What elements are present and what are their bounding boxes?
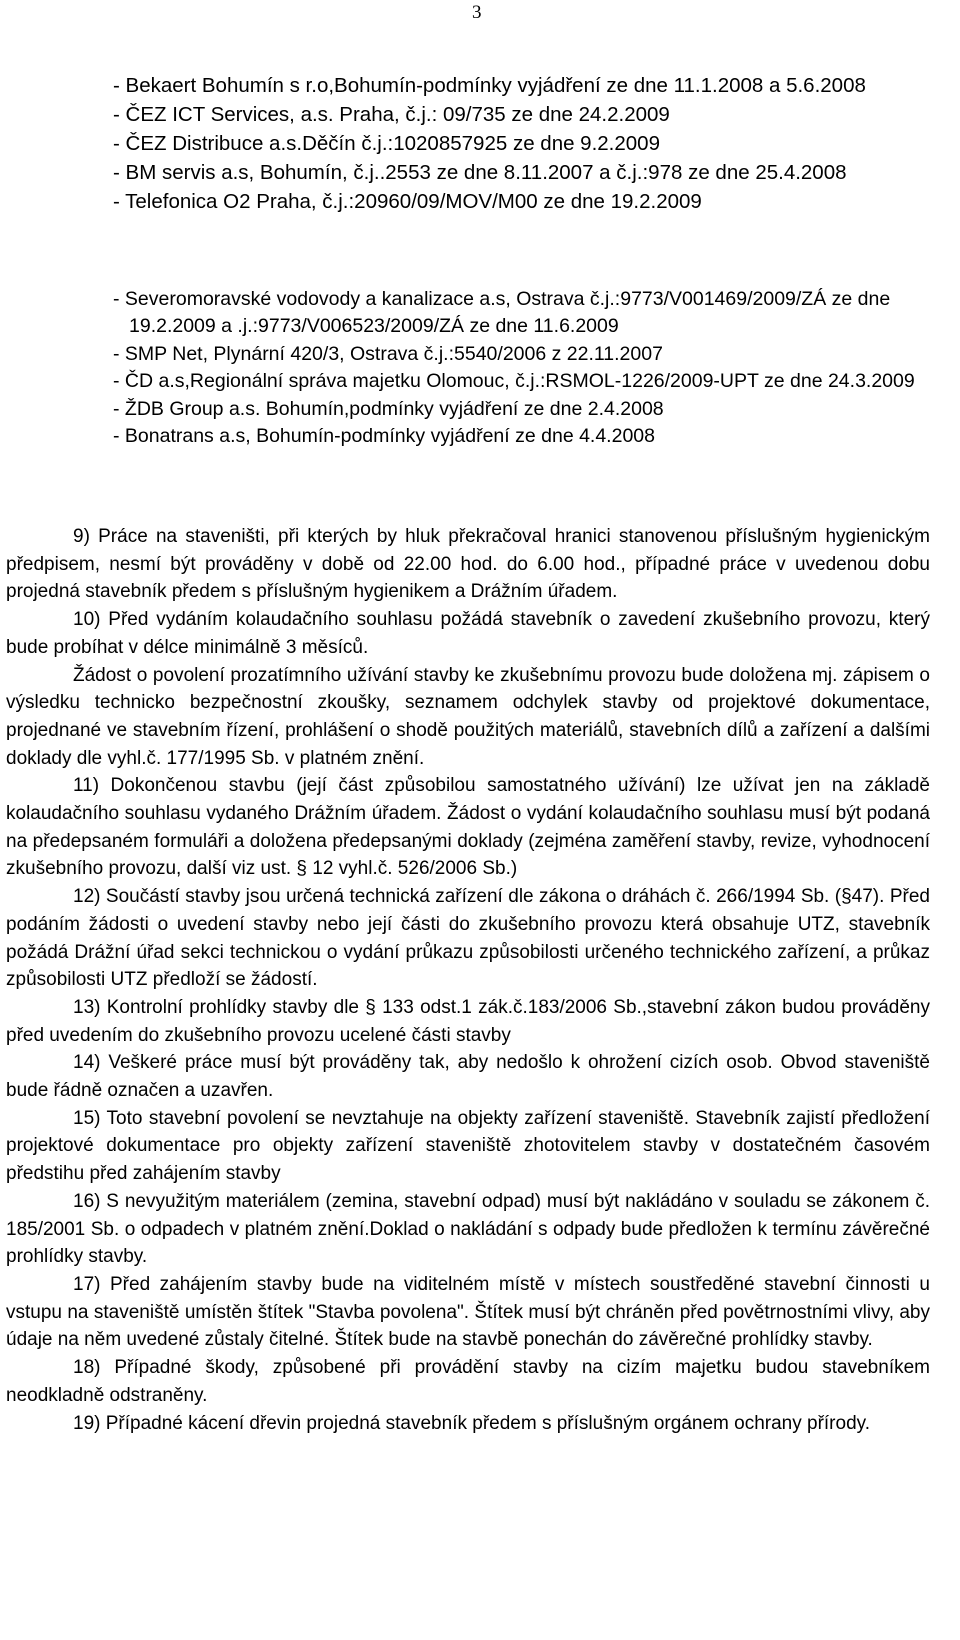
paragraph: 9) Práce na staveništi, při kterých by hluk překračoval hranici stanovenou příslušným hygienickým předpisem, nesmí být prováděny v době od 22.00 hod. do 6.00 hod., případné práce v uvedenou dobu projedná stavebník předem s příslušným hygienikem a Drážním úřadem.: [6, 526, 930, 603]
paragraph: 18) Případné škody, způsobené při provádění stavby na cizím majetku budou stavebníkem neodkladně odstraněny.: [6, 1357, 930, 1406]
list-item: - Severomoravské vodovody a kanalizace a.s, Ostrava č.j.:9773/V001469/2009/ZÁ ze dne 19.2.2009 a .j.:9773/V006523/2009/ZÁ ze dne 11.6.2009: [113, 288, 891, 338]
list-item: - ČEZ Distribuce a.s.Děčín č.j.:1020857925 ze dne 9.2.2009: [113, 132, 660, 155]
conditions-body: [6, 523, 930, 1437]
paragraph: 14) Veškeré práce musí být prováděny tak, aby nedošlo k ohrožení cizích osob. Obvod staveniště bude řádně označen a uzavřen.: [6, 1052, 930, 1102]
paragraph: 16) S nevyužitým materiálem (zemina, stavební odpad) musí být nakládáno v souladu se zákonem č. 185/2001 Sb. o odpadech v platném znění.Doklad o nakládání s odpady bude předložen k termínu závěrečné prohlídky stavby.: [6, 1190, 930, 1268]
list-item: - SMP Net, Plynární 420/3, Ostrava č.j.:5540/2006 z 22.11.2007: [113, 342, 663, 365]
list-item: - BM servis a.s, Bohumín, č.j..2553 ze dne 8.11.2007 a č.j.:978 ze dne 25.4.2008: [113, 161, 847, 184]
list-item: - ČEZ ICT Services, a.s. Praha, č.j.: 09/735 ze dne 24.2.2009: [113, 103, 670, 126]
paragraph: Žádost o povolení prozatímního užívání stavby ke zkušebnímu provozu bude doložena mj. zápisem o výsledku technicko bezpečnostní zkoušky, seznamem odchylek stavby od projektové dokumentace, projednané ve stavebním řízení, prohlášení o shodě použitých materiálů, stavebních dílů a zařízení a dalšími doklady dle vyhl.č. 177/1995 Sb. v platném znění.: [6, 664, 930, 769]
approvals-list-1: [113, 71, 928, 216]
approvals-list-2: [113, 286, 928, 450]
paragraph: 15) Toto stavební povolení se nevztahuje na objekty zařízení staveniště. Stavebník zajistí předložení projektové dokumentace pro objekty zařízení staveniště zhotovitelem stavby v dostatečném časovém předstihu před zahájením stavby: [6, 1107, 930, 1185]
paragraph: 13) Kontrolní prohlídky stavby dle § 133 odst.1 zák.č.183/2006 Sb.,stavební zákon budou prováděny před uvedením do zkušebního provozu ucelené části stavby: [6, 996, 930, 1046]
list-item: - Bekaert Bohumín s r.o,Bohumín-podmínky vyjádření ze dne 11.1.2008 a 5.6.2008: [113, 74, 866, 97]
paragraph: 11) Dokončenou stavbu (její část způsobilou samostatného užívání) lze užívat jen na základě kolaudačního souhlasu vydaného Drážním úřadem. Žádost o vydání kolaudačního souhlasu musí být podaná na předepsaném formuláři a doložena předepsanými doklady (zejména zaměření stavby, revize, vyhodnocení zkušebního provozu, další viz ust. § 12 vyhl.č. 526/2006 Sb.): [6, 775, 930, 880]
paragraph: 12) Součástí stavby jsou určená technická zařízení dle zákona o dráhách č. 266/1994 Sb. (§47). Před podáním žádosti o uvedení stavby nebo její části do zkušebního provozu která obsahuje UTZ, stavebník požádá Drážní úřad sekci technickou o vydání průkazu způsobilosti určeného technického zařízení, a průkaz způsobilosti UTZ předloží se žádostí.: [6, 886, 930, 991]
paragraph: 10) Před vydáním kolaudačního souhlasu požádá stavebník o zavedení zkušebního provozu, který bude probíhat v délce minimálně 3 měsíců.: [6, 609, 930, 658]
page-number: 3: [472, 2, 482, 23]
paragraph: 19) Případné kácení dřevin projedná stavebník předem s příslušným orgánem ochrany přírody.: [73, 1412, 871, 1434]
paragraph: 17) Před zahájením stavby bude na viditelném místě v místech soustředěné stavební činnosti u vstupu na staveniště umístěn štítek "Stavba povolena". Štítek musí být chráněn před povětrnostními vlivy, aby údaje na něm uvedené zůstaly čitelné. Štítek bude na stavbě ponechán do závěrečné prohlídky stavby.: [6, 1273, 930, 1351]
list-item: - ŽDB Group a.s. Bohumín,podmínky vyjádření ze dne 2.4.2008: [113, 397, 664, 420]
list-item: - Bonatrans a.s, Bohumín-podmínky vyjádření ze dne 4.4.2008: [113, 425, 655, 448]
list-item: - ČD a.s,Regionální správa majetku Olomouc, č.j.:RSMOL-1226/2009-UPT ze dne 24.3.2009: [113, 370, 915, 393]
list-item: - Telefonica O2 Praha, č.j.:20960/09/MOV/M00 ze dne 19.2.2009: [113, 190, 702, 213]
